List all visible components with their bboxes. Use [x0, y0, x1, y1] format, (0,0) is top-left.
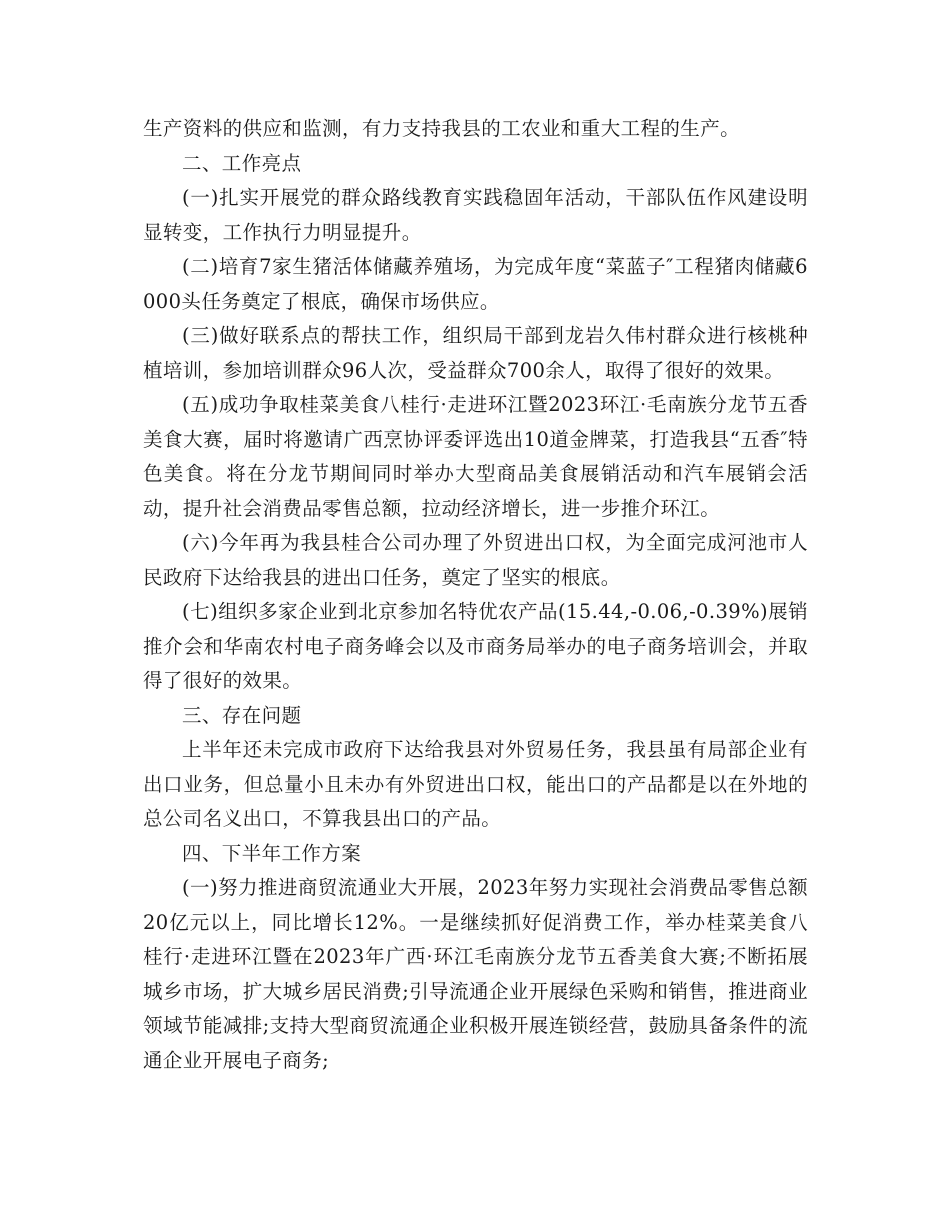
- section-heading-plan: 四、下半年工作方案: [182, 841, 362, 865]
- section-heading-problems: 三、存在问题: [182, 703, 302, 727]
- paragraph-highlight-2: (二)培育7家生猪活体储藏养殖场，为完成年度“菜蓝子″工程猪肉储藏6000头任务奠定了根底，确保市场供应。: [143, 255, 808, 313]
- document-body: [143, 112, 808, 1078]
- section-heading-highlights: 二、工作亮点: [182, 151, 302, 175]
- paragraph-problems: 上半年还未完成市政府下达给我县对外贸易任务，我县虽有局部企业有出口业务，但总量小且未办有外贸进出口权，能出口的产品都是以在外地的总公司名义出口，不算我县出口的产品。: [143, 738, 808, 830]
- paragraph-highlight-5: (五)成功争取桂菜美食八桂行·走进环江暨2023环江·毛南族分龙节五香美食大赛，届时将邀请广西烹协评委评选出10道金牌菜，打造我县“五香″特色美食。将在分龙节期间同时举办大型商品美食展销活动和汽车展销会活动，提升社会消费品零售总额，拉动经济增长，进一步推介环江。: [143, 393, 808, 520]
- paragraph-highlight-1: (一)扎实开展党的群众路线教育实践稳固年活动，干部队伍作风建设明显转变，工作执行力明显提升。: [143, 186, 808, 244]
- paragraph-plan-1: (一)努力推进商贸流通业大开展，2023年努力实现社会消费品零售总额20亿元以上，同比增长12%。一是继续抓好促消费工作，举办桂菜美食八桂行·走进环江暨在2023年广西·环江毛南族分龙节五香美食大赛;不断拓展城乡市场，扩大城乡居民消费;引导流通企业开展绿色采购和销售，推进商业领域节能减排;支持大型商贸流通企业积极开展连锁经营，鼓励具备条件的流通企业开展电子商务;: [143, 876, 808, 1072]
- paragraph-continuation: 生产资料的供应和监测，有力支持我县的工农业和重大工程的生产。: [143, 117, 741, 140]
- paragraph-highlight-6: (六)今年再为我县桂合公司办理了外贸进出口权，为全面完成河池市人民政府下达给我县的进出口任务，奠定了坚实的根底。: [143, 531, 808, 589]
- paragraph-highlight-7: (七)组织多家企业到北京参加名特优农产品(15.44,-0.06,-0.39%)展销推介会和华南农村电子商务峰会以及市商务局举办的电子商务培训会，并取得了很好的效果。: [143, 600, 808, 692]
- paragraph-highlight-3: (三)做好联系点的帮扶工作，组织局干部到龙岩久伟村群众进行核桃种植培训，参加培训群众96人次，受益群众700余人，取得了很好的效果。: [143, 324, 808, 382]
